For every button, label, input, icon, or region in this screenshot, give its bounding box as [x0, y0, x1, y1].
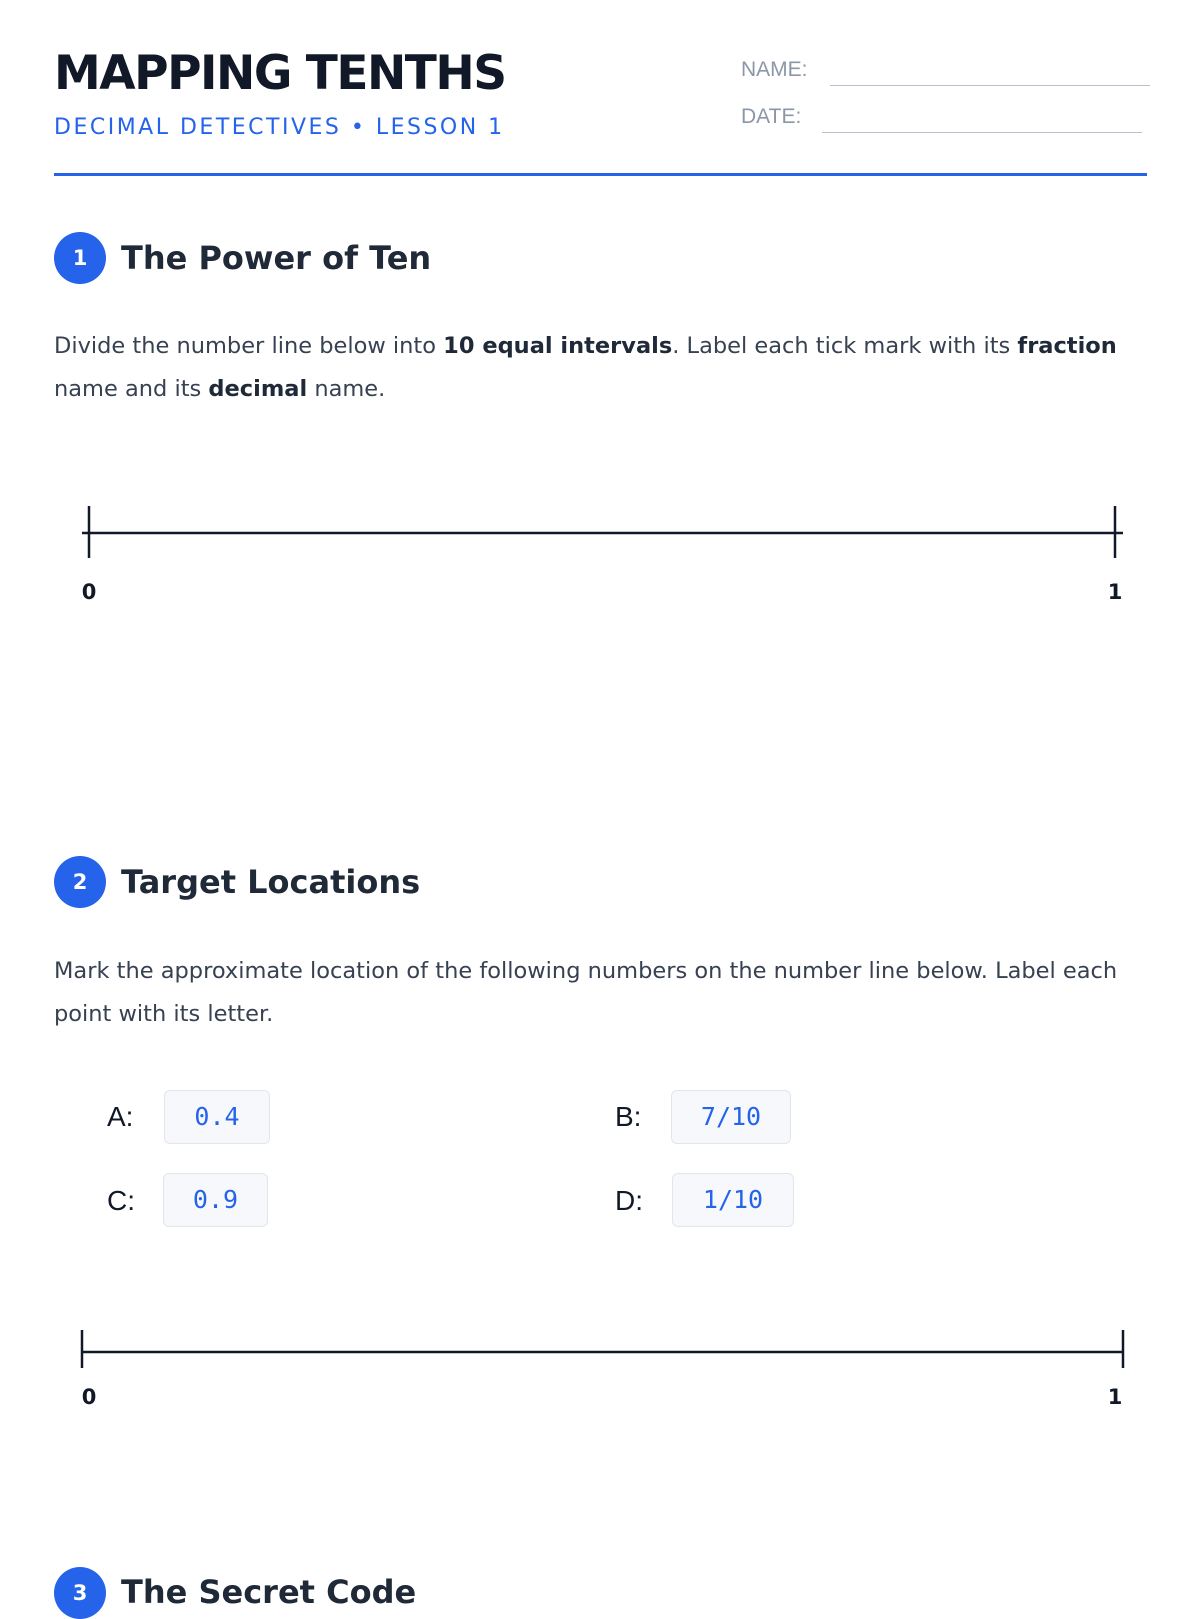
section-title: The Power of Ten — [121, 239, 432, 277]
section-number-badge: 1 — [54, 232, 106, 284]
name-label: NAME: — [741, 58, 808, 81]
target-value-d: 1/10 — [672, 1173, 794, 1227]
section-number-badge: 2 — [54, 856, 106, 908]
target-letter-b: B: — [615, 1101, 642, 1132]
worksheet-title: MAPPING TENTHS — [54, 46, 506, 101]
section-instructions: Divide the number line below into 10 equal intervals. Label each tick mark with its fraction name and its decimal name. — [54, 333, 1117, 402]
worksheet-subtitle: DECIMAL DETECTIVES • LESSON 1 — [54, 115, 505, 140]
number-line-start-label: 0 — [81, 1385, 97, 1409]
target-letter-c: C: — [107, 1185, 135, 1216]
target-letter-a: A: — [107, 1101, 134, 1132]
number-line-end-label: 1 — [1107, 580, 1123, 604]
section-title: Target Locations — [121, 863, 421, 901]
section-number-badge: 3 — [54, 1567, 106, 1619]
target-letter-d: D: — [615, 1185, 643, 1216]
number-line-start-label: 0 — [81, 580, 97, 604]
target-value-a: 0.4 — [164, 1090, 270, 1144]
section-title: The Secret Code — [121, 1573, 417, 1611]
target-value-c: 0.9 — [163, 1173, 268, 1227]
number-line-end-label: 1 — [1107, 1385, 1123, 1409]
section-instructions: Mark the approximate location of the following numbers on the number line below. Label each point with its letter. — [54, 958, 1118, 1027]
target-value-b: 7/10 — [671, 1090, 791, 1144]
date-label: DATE: — [741, 105, 802, 128]
